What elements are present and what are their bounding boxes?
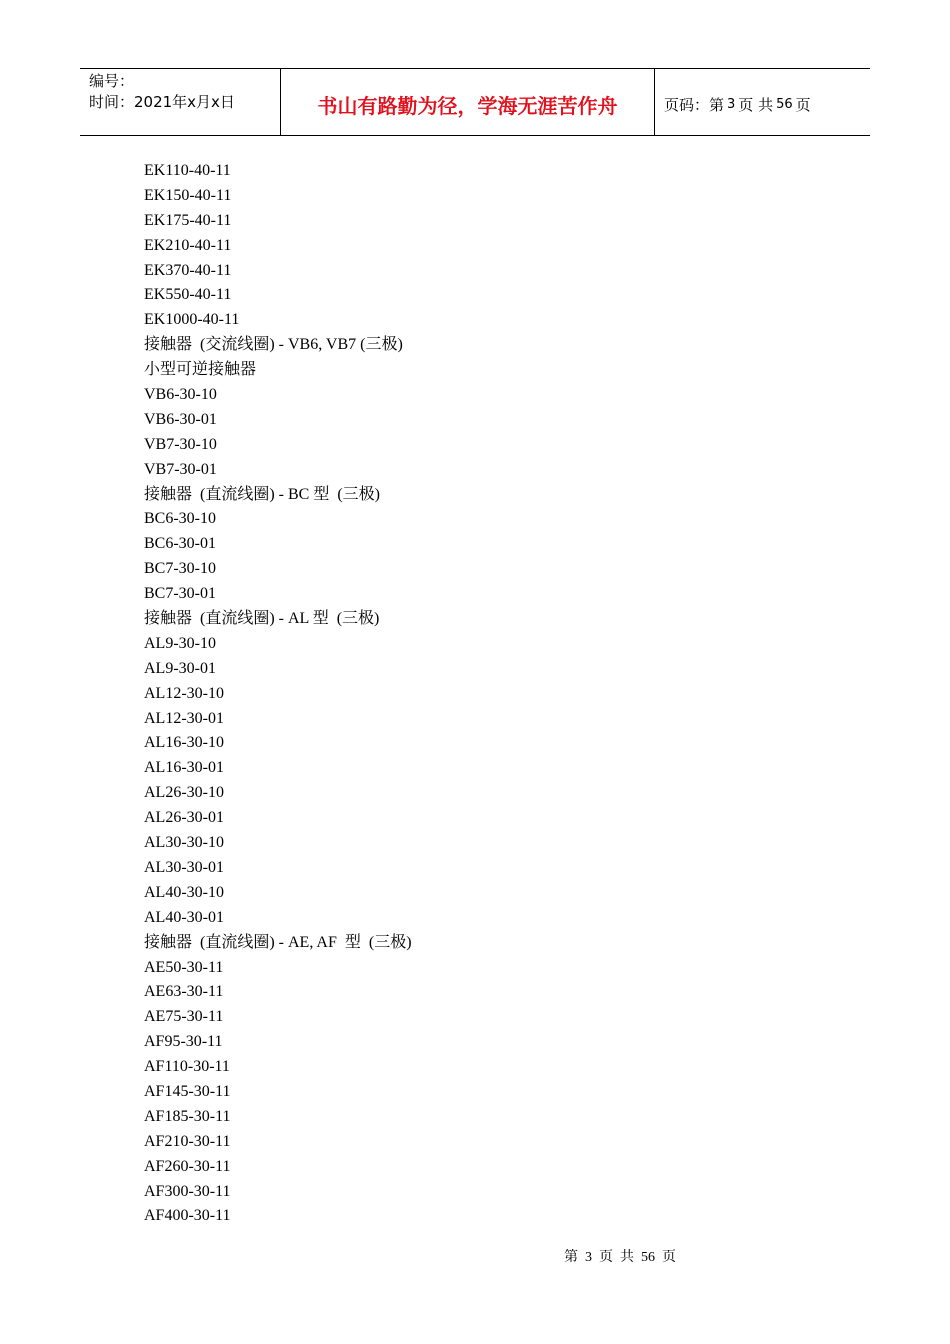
document-date: 时间：2021年x月x日 [89, 93, 235, 111]
list-item: BC7-30-01 [144, 585, 216, 603]
product-list [144, 159, 412, 1229]
page-total: 56 [776, 96, 793, 112]
list-item: EK210-40-11 [144, 236, 232, 254]
list-item: EK175-40-11 [144, 211, 232, 229]
list-item: AL40-30-10 [144, 883, 224, 901]
document-number-label: 编号： [89, 72, 135, 90]
list-item: VB7-30-10 [144, 435, 217, 453]
list-item: 接触器 (直流线圈) - AL 型 (三极) [144, 610, 380, 628]
list-item: AE63-30-11 [144, 983, 224, 1001]
page-footer: 第 3 页 共 56 页 [564, 1250, 676, 1265]
list-item: AL26-30-01 [144, 809, 224, 827]
header-page-info [655, 69, 870, 135]
list-item: EK550-40-11 [144, 286, 232, 304]
list-item: EK110-40-11 [144, 162, 231, 179]
list-item: AF300-30-11 [144, 1182, 231, 1200]
list-item: AE50-30-11 [144, 958, 224, 976]
list-item: AL12-30-10 [144, 684, 224, 702]
list-item: AF400-30-11 [144, 1207, 231, 1225]
list-item: VB6-30-10 [144, 386, 217, 404]
list-item: VB6-30-01 [144, 410, 217, 428]
list-item: AL30-30-10 [144, 834, 224, 852]
list-item: 接触器 (直流线圈) - BC 型 (三极) [144, 485, 380, 503]
list-item: 接触器 (直流线圈) - AE, AF 型 (三极) [144, 933, 412, 951]
list-item: VB7-30-01 [144, 460, 217, 478]
list-item: EK150-40-11 [144, 186, 232, 204]
list-item: AF260-30-11 [144, 1157, 231, 1175]
list-item: 小型可逆接触器 [144, 361, 257, 379]
list-item: AE75-30-11 [144, 1008, 224, 1026]
list-item: AL16-30-10 [144, 734, 224, 752]
list-item: AF110-30-11 [144, 1058, 230, 1076]
header-meta [80, 69, 281, 135]
list-item: AL9-30-10 [144, 634, 216, 652]
list-item: AF95-30-11 [144, 1033, 223, 1051]
list-item: AL9-30-01 [144, 659, 216, 677]
page-mid: 页 共 [738, 95, 774, 114]
page-header [80, 68, 870, 136]
list-item: AL40-30-01 [144, 908, 224, 926]
list-item: BC7-30-10 [144, 560, 216, 578]
list-item: 接触器 (交流线圈) - VB6, VB7 (三极) [144, 336, 403, 354]
list-item: BC6-30-01 [144, 535, 216, 553]
list-item: AF210-30-11 [144, 1132, 231, 1150]
list-item: BC6-30-10 [144, 510, 216, 528]
list-item: AL12-30-01 [144, 709, 224, 727]
header-motto: 书山有路勤为径，学海无涯苦作舟 [281, 69, 655, 135]
list-item: EK1000-40-11 [144, 311, 240, 329]
list-item: AF185-30-11 [144, 1107, 231, 1125]
list-item: EK370-40-11 [144, 261, 232, 279]
page-suffix: 页 [795, 95, 811, 114]
list-item: AL30-30-01 [144, 858, 224, 876]
page-prefix: 页码：第 [664, 95, 725, 114]
page-current: 3 [727, 96, 736, 112]
list-item: AF145-30-11 [144, 1082, 231, 1100]
list-item: AL26-30-10 [144, 784, 224, 802]
list-item: AL16-30-01 [144, 759, 224, 777]
